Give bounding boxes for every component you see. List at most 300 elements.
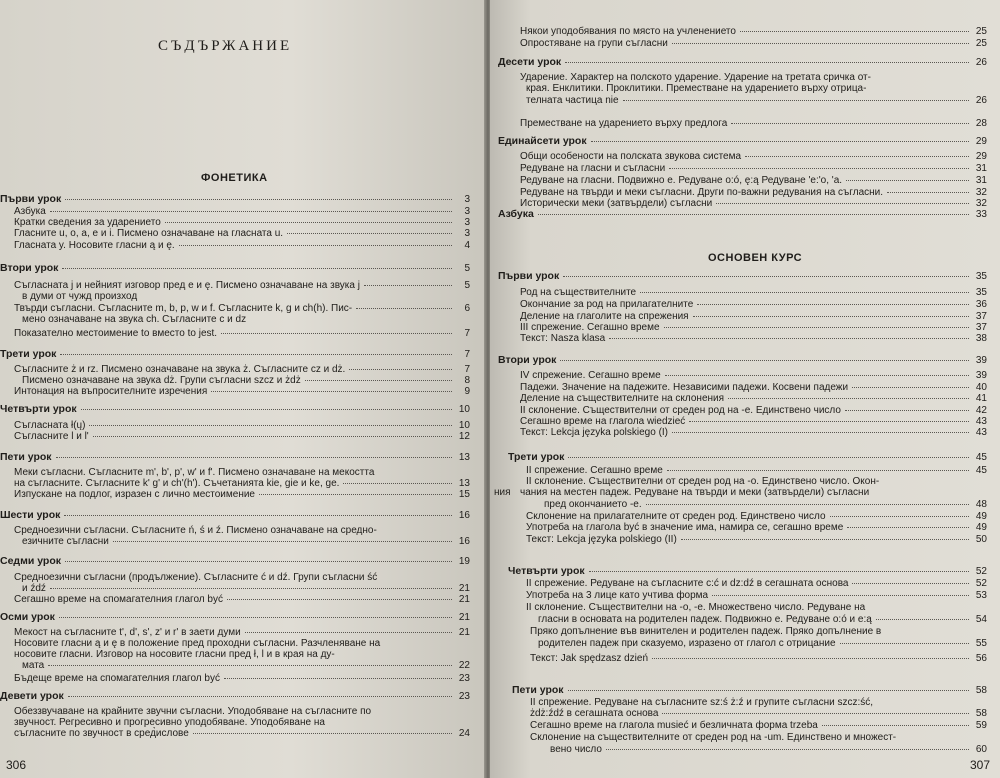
toc-entry xyxy=(22,660,470,671)
toc-entry xyxy=(520,416,987,427)
toc-entry xyxy=(520,333,987,344)
dot-leader xyxy=(65,561,452,562)
toc-entry-text: края. Енклитики. Проклитики. Преместване на ударението върху отрица- xyxy=(526,83,867,94)
toc-entry-text: Мекост на съгласните t', d', s', z' и r' в заети думи xyxy=(14,627,241,638)
toc-entry xyxy=(520,187,987,198)
toc-entry-text: Деление на съществителните на склонения xyxy=(520,393,725,404)
dot-leader xyxy=(221,333,452,334)
dot-leader xyxy=(179,245,452,246)
toc-entry-text: Общи особености на полската звукова система xyxy=(520,151,742,162)
toc-page-number: 39 xyxy=(975,355,987,366)
toc-entry xyxy=(520,311,987,322)
toc-page-number: 25 xyxy=(975,26,987,37)
toc-page-number: 25 xyxy=(975,38,987,49)
toc-entry-text: Изпускане на подлог, изразен с лично местоимение xyxy=(14,489,255,500)
toc-page-number: 55 xyxy=(975,638,987,649)
toc-entry-text: Единайсети урок xyxy=(498,135,587,147)
toc-entry xyxy=(520,118,987,129)
toc-entry-text: Съгласните ż и rz. Писмено означаване на звука ż. Съгласните cz и dż. xyxy=(14,364,346,375)
toc-entry xyxy=(14,467,470,478)
toc-entry-text: Бъдеще време на спомагателния глагол być xyxy=(14,673,220,684)
dot-leader xyxy=(568,690,969,691)
toc-page-number: 32 xyxy=(975,187,987,198)
toc-entry-text: II спрежение. Редуване на съгласните c:ć и dz:dź в сегашната основа xyxy=(526,578,849,589)
dot-leader xyxy=(356,308,452,309)
toc-page-number: 56 xyxy=(975,653,987,664)
toc-entry xyxy=(14,364,470,375)
toc-entry xyxy=(526,95,987,106)
toc-entry xyxy=(520,198,987,209)
dot-leader xyxy=(740,31,969,32)
toc-page-number: 6 xyxy=(464,303,470,314)
toc-page-number: 45 xyxy=(975,452,987,463)
toc-entry-text: Четвърти урок xyxy=(508,565,585,577)
dot-leader xyxy=(364,285,452,286)
dot-leader xyxy=(538,214,969,215)
toc-page-number: 22 xyxy=(458,660,470,671)
toc-page-number: 4 xyxy=(464,240,470,251)
toc-page-number: 3 xyxy=(464,217,470,228)
dot-leader xyxy=(93,436,452,437)
toc-entry-text: звучност. Регресивно и прогресивно уподобяване. Уподобяване на xyxy=(14,717,325,728)
dot-leader xyxy=(305,380,452,381)
toc-page-number: 52 xyxy=(975,578,987,589)
toc-entry xyxy=(530,708,987,719)
toc-page-number: 49 xyxy=(975,522,987,533)
toc-page-number: 41 xyxy=(975,393,987,404)
toc-entry-text: на съгласните. Съгласните k' g' и ch'(h'). Съчетанията kie, gie и ke, ge. xyxy=(14,478,340,489)
toc-page-number: 58 xyxy=(975,685,987,696)
toc-entry xyxy=(520,382,987,393)
dot-leader xyxy=(745,156,969,157)
toc-entry-text: Редуване на гласни. Подвижно е. Редуване o:ó, ę:ą Редуване 'e:'o, 'a. xyxy=(520,175,843,186)
toc-entry xyxy=(14,594,470,605)
dot-leader xyxy=(64,515,452,516)
toc-entry-text: Употреба на глагола być в значение има, намира се, сегашно време xyxy=(526,522,844,533)
toc-lesson-heading xyxy=(498,209,987,220)
toc-page-number: 49 xyxy=(975,511,987,522)
toc-page-number: 59 xyxy=(975,720,987,731)
toc-entry xyxy=(530,697,987,708)
toc-entry xyxy=(520,38,987,49)
toc-page-number: 38 xyxy=(975,333,987,344)
toc-page-number: 23 xyxy=(458,673,470,684)
toc-entry-text: езичните съгласни xyxy=(22,536,109,547)
dot-leader xyxy=(852,583,969,584)
toc-entry xyxy=(526,476,987,487)
toc-lesson-heading xyxy=(0,510,470,521)
toc-entry-text: Съгласната j и нейният изговор пред е и ę. Писмено означаване на звука j xyxy=(14,280,360,291)
toc-entry xyxy=(526,522,987,533)
toc-entry xyxy=(14,673,470,684)
toc-entry-text: Азбука xyxy=(498,208,534,220)
dot-leader xyxy=(89,425,452,426)
toc-entry-text: Род на съществителните xyxy=(520,287,637,298)
dot-leader xyxy=(681,539,969,540)
toc-entry xyxy=(526,602,987,613)
toc-page-number: 26 xyxy=(975,95,987,106)
dot-leader xyxy=(887,192,969,193)
toc-page-number: 13 xyxy=(458,452,470,463)
toc-entry-text: Втори урок xyxy=(498,354,557,366)
toc-entry-text: Азбука xyxy=(14,206,46,217)
toc-entry-text: II спрежение. Сегашно време xyxy=(526,465,663,476)
toc-lesson-heading xyxy=(0,194,470,205)
toc-entry xyxy=(538,614,987,625)
toc-lesson-heading xyxy=(0,612,470,623)
toc-entry-text: Средноезични съгласни. Съгласните ń, ś и ź. Писмено означаване на средно- xyxy=(14,525,377,536)
dot-leader xyxy=(840,643,969,644)
toc-page-number: 5 xyxy=(464,280,470,291)
dot-leader xyxy=(728,398,969,399)
toc-entry-text: Сегашно време на спомагателния глагол być xyxy=(14,594,223,605)
toc-entry xyxy=(530,732,987,743)
dot-leader xyxy=(211,391,452,392)
toc-entry-text: Преместване на ударението върху предлога xyxy=(520,118,728,129)
toc-lesson-heading xyxy=(0,349,470,360)
toc-entry xyxy=(520,163,987,174)
toc-entry-text: Втори урок xyxy=(0,262,59,274)
toc-entry-text: Падежи. Значение на падежите. Независими падежи. Косвени падежи xyxy=(520,382,849,393)
toc-page-number: 29 xyxy=(975,151,987,162)
dot-leader xyxy=(343,483,452,484)
toc-page-number: 37 xyxy=(975,311,987,322)
toc-entry xyxy=(14,303,470,314)
toc-entry xyxy=(520,322,987,333)
toc-entry-text: III спрежение. Сегашно време xyxy=(520,322,660,333)
page-title: СЪДЪРЖАНИЕ xyxy=(158,38,293,54)
toc-page-number: 21 xyxy=(458,594,470,605)
left-page xyxy=(0,0,486,778)
toc-entry-continuation: мено означаване на звука ch. Съгласните c и dz xyxy=(22,314,247,325)
toc-entry-text: Показателно местоимение to вместо to jest. xyxy=(14,328,218,339)
dot-leader xyxy=(563,276,969,277)
toc-entry-text: Интонация на въпросителните изречения xyxy=(14,386,208,397)
toc-entry-text: Някои уподобявания по място на учленението xyxy=(520,26,736,37)
toc-entry xyxy=(14,706,470,717)
toc-lesson-heading xyxy=(0,452,470,463)
toc-entry xyxy=(526,511,987,522)
dot-leader xyxy=(669,168,969,169)
toc-entry xyxy=(22,536,470,547)
toc-page-number: 19 xyxy=(458,556,470,567)
dot-leader xyxy=(847,527,969,528)
toc-entry xyxy=(14,328,470,339)
dot-leader xyxy=(606,749,969,750)
toc-entry-text: Седми урок xyxy=(0,555,62,567)
dot-leader xyxy=(609,338,969,339)
toc-entry xyxy=(526,465,987,476)
toc-entry-text: Текст: Lekcja języka polskiego (II) xyxy=(526,534,677,545)
dot-leader xyxy=(50,211,452,212)
toc-page-number: 52 xyxy=(975,566,987,577)
toc-entry-text: Трети урок xyxy=(0,348,57,360)
dot-leader xyxy=(60,354,452,355)
dot-leader xyxy=(667,470,969,471)
toc-page-number: 32 xyxy=(975,198,987,209)
toc-entry-text: Склонение на прилагателните от среден род. Единствено число xyxy=(526,511,826,522)
dot-leader xyxy=(845,410,969,411)
toc-entry xyxy=(544,499,987,510)
dot-leader xyxy=(672,432,969,433)
toc-entry-text: Твърди съгласни. Съгласните m, b, p, w и f. Съгласните k, g и ch(h). Пис- xyxy=(14,303,353,314)
toc-page-number: 40 xyxy=(975,382,987,393)
toc-page-number: 9 xyxy=(464,386,470,397)
toc-page-number: 10 xyxy=(458,420,470,431)
dot-leader xyxy=(245,632,452,633)
toc-page-number: 37 xyxy=(975,322,987,333)
toc-entry xyxy=(520,151,987,162)
dot-leader xyxy=(65,199,452,200)
toc-page-number: 26 xyxy=(975,57,987,68)
toc-entry xyxy=(14,386,470,397)
dot-leader xyxy=(59,617,452,618)
dot-leader xyxy=(568,457,969,458)
toc-page-number: 3 xyxy=(464,228,470,239)
toc-page-number: 7 xyxy=(464,349,470,360)
toc-entry-text: чания на местен падеж. Редуване на твърди и меки (затвърдели) съгласни xyxy=(520,487,870,498)
dot-leader xyxy=(689,421,969,422)
toc-entry-text: Обеззвучаване на крайните звучни съгласни. Уподобяване на съгласните по xyxy=(14,706,372,717)
toc-entry-text: Първи урок xyxy=(498,270,560,282)
toc-page-number: 7 xyxy=(464,364,470,375)
toc-entry xyxy=(526,590,987,601)
toc-lesson-heading xyxy=(498,136,987,147)
toc-entry xyxy=(14,572,470,583)
toc-entry-text: Меки съгласни. Съгласните m', b', p', w' и f'. Писмено означаване на мекостта xyxy=(14,467,375,478)
dot-leader xyxy=(852,387,969,388)
toc-entry-text: Сегашно време на глагола wiedzieć xyxy=(520,416,686,427)
dot-leader xyxy=(68,696,452,697)
toc-entry-text: пред окончанието -е. xyxy=(544,499,642,510)
toc-page-number: 33 xyxy=(975,209,987,220)
page-number-left: 306 xyxy=(6,758,27,772)
toc-entry xyxy=(14,280,470,291)
toc-page-number: 35 xyxy=(975,271,987,282)
dot-leader xyxy=(287,233,452,234)
dot-leader xyxy=(662,713,969,714)
toc-entry xyxy=(520,72,987,83)
toc-entry-text: Девети урок xyxy=(0,690,64,702)
dot-leader xyxy=(193,733,452,734)
toc-entry-text: Първи урок xyxy=(0,193,62,205)
toc-entry-continuation: ния xyxy=(494,487,511,498)
toc-page-number: 35 xyxy=(975,287,987,298)
toc-entry-text: и źdź xyxy=(22,583,46,594)
toc-entry-text: II склонение. Съществителни от среден род на -е. Единствено число xyxy=(520,405,841,416)
dot-leader xyxy=(227,599,452,600)
dot-leader xyxy=(646,504,969,505)
toc-entry xyxy=(14,638,470,649)
toc-entry-text: Опростяване на групи съгласни xyxy=(520,38,668,49)
toc-lesson-heading xyxy=(0,691,470,702)
toc-entry xyxy=(22,375,470,386)
toc-entry-text: Пети урок xyxy=(0,451,52,463)
dot-leader xyxy=(259,494,452,495)
toc-page-number: 5 xyxy=(464,263,470,274)
dot-leader xyxy=(56,457,452,458)
dot-leader xyxy=(589,571,969,572)
toc-page-number: 45 xyxy=(975,465,987,476)
toc-entry xyxy=(530,626,987,637)
toc-lesson-heading xyxy=(498,57,987,68)
dot-leader xyxy=(62,268,452,269)
toc-entry-text: Редуване на гласни и съгласни xyxy=(520,163,666,174)
toc-entry-continuation: в думи от чужд произход xyxy=(22,291,138,302)
toc-entry-text: Деление на глаголите на спрежения xyxy=(520,311,689,322)
dot-leader xyxy=(50,588,452,589)
toc-page-number: 10 xyxy=(458,404,470,415)
toc-entry-text: Трети урок xyxy=(508,451,565,463)
dot-leader xyxy=(560,360,969,361)
toc-entry xyxy=(520,487,987,498)
toc-entry-text: Носовите гласни ą и ę в положение пред проходни съгласни. Разчленяване на xyxy=(14,638,381,649)
toc-entry-text: II склонение. Съществителни на -о, -е. Множествено число. Редуване на xyxy=(526,602,866,613)
toc-entry xyxy=(14,627,470,638)
toc-page-number: 48 xyxy=(975,499,987,510)
toc-page-number: 21 xyxy=(458,612,470,623)
toc-entry xyxy=(530,653,987,664)
dot-leader xyxy=(712,595,969,596)
toc-entry-text: Съгласната ł(ų) xyxy=(14,420,86,431)
toc-page-number: 23 xyxy=(458,691,470,702)
toc-entry xyxy=(520,287,987,298)
toc-entry-text: мата xyxy=(22,660,45,671)
toc-entry-text: Гласните u, o, a, e и i. Писмено означаване на гласната u. xyxy=(14,228,284,239)
toc-entry-text: Писмено означаване на звука dż. Групи съгласни szcz и żdż xyxy=(22,375,301,386)
toc-entry-text: Исторически меки (затвърдели) съгласни xyxy=(520,198,713,209)
toc-entry xyxy=(520,370,987,381)
dot-leader xyxy=(565,62,969,63)
toc-entry-text: Гласната y. Носовите гласни ą и ę. xyxy=(14,240,175,251)
toc-lesson-heading xyxy=(508,452,987,463)
toc-entry-text: Окончание за род на прилагателните xyxy=(520,299,694,310)
toc-entry-text: гласни в основата на родителен падеж. Подвижно е. Редуване о:ó и е:ą xyxy=(538,614,872,625)
dot-leader xyxy=(640,292,969,293)
toc-entry xyxy=(14,489,470,500)
toc-page-number: 31 xyxy=(975,163,987,174)
dot-leader xyxy=(224,678,452,679)
toc-page-number: 16 xyxy=(458,510,470,521)
toc-entry-text: Редуване на твърди и меки съгласни. Други по-важни редувания на съгласни. xyxy=(520,187,884,198)
section-heading-phonetics: ФОНЕТИКА xyxy=(201,172,268,184)
toc-entry xyxy=(14,525,470,536)
dot-leader xyxy=(591,141,969,142)
toc-entry xyxy=(526,578,987,589)
toc-lesson-heading xyxy=(0,263,470,274)
dot-leader xyxy=(876,619,969,620)
dot-leader xyxy=(697,304,969,305)
toc-entry xyxy=(14,206,470,217)
toc-page-number: 15 xyxy=(458,489,470,500)
dot-leader xyxy=(731,123,969,124)
toc-page-number: 24 xyxy=(458,728,470,739)
toc-entry xyxy=(14,478,470,489)
dot-leader xyxy=(846,180,969,181)
toc-entry xyxy=(538,638,987,649)
toc-entry xyxy=(520,405,987,416)
toc-entry-text: Шести урок xyxy=(0,509,61,521)
dot-leader xyxy=(716,203,969,204)
toc-entry xyxy=(520,427,987,438)
toc-page-number: 29 xyxy=(975,136,987,147)
toc-page-number: 12 xyxy=(458,431,470,442)
toc-entry xyxy=(526,83,987,94)
dot-leader xyxy=(664,327,969,328)
dot-leader xyxy=(693,316,969,317)
toc-lesson-heading xyxy=(498,271,987,282)
toc-entry-text: Средноезични съгласни (продължение). Съгласните ć и dź. Групи съгласни ść xyxy=(14,572,378,583)
toc-entry-text: żdż:źdź в сегашната основа xyxy=(530,708,659,719)
toc-entry xyxy=(520,393,987,404)
toc-page-number: 53 xyxy=(975,590,987,601)
toc-entry-text: Ударение. Характер на полското ударение. Ударение на третата сричка от- xyxy=(520,72,871,83)
dot-leader xyxy=(623,100,969,101)
toc-entry xyxy=(520,175,987,186)
toc-entry-text: вено число xyxy=(550,744,602,755)
dot-leader xyxy=(672,43,969,44)
dot-leader xyxy=(830,516,969,517)
toc-entry xyxy=(14,717,470,728)
dot-leader xyxy=(665,375,969,376)
toc-page-number: 7 xyxy=(464,328,470,339)
toc-page-number: 50 xyxy=(975,534,987,545)
toc-entry-text: телната частица nie xyxy=(526,95,619,106)
toc-entry xyxy=(530,720,987,731)
right-page xyxy=(490,0,1000,778)
toc-lesson-heading xyxy=(498,355,987,366)
toc-lesson-heading xyxy=(0,404,470,415)
toc-page-number: 21 xyxy=(458,627,470,638)
toc-entry-text: Текст: Lekcja języka polskiego (I) xyxy=(520,427,669,438)
toc-entry-text: II спрежение. Редуване на съгласните sz:ś ż:ź и групите съгласни szcz:ść, xyxy=(530,697,874,708)
toc-page-number: 3 xyxy=(464,206,470,217)
toc-page-number: 3 xyxy=(464,194,470,205)
toc-page-number: 43 xyxy=(975,427,987,438)
toc-page-number: 42 xyxy=(975,405,987,416)
toc-page-number: 28 xyxy=(975,118,987,129)
dot-leader xyxy=(48,665,452,666)
toc-entry-text: Текст: Jak spędzasz dzień xyxy=(530,653,649,664)
toc-entry-text: Пряко допълнение във винителен и родителен падеж. Пряко допълнение в xyxy=(530,626,882,637)
dot-leader xyxy=(81,409,452,410)
toc-page-number: 13 xyxy=(458,478,470,489)
toc-entry-text: Склонение на съществителните от среден род на -um. Единствено и множест- xyxy=(530,732,897,743)
dot-leader xyxy=(349,369,452,370)
toc-entry-text: Пети урок xyxy=(512,684,564,696)
toc-lesson-heading xyxy=(512,685,987,696)
toc-entry xyxy=(14,728,470,739)
toc-entry xyxy=(14,420,470,431)
toc-page-number: 36 xyxy=(975,299,987,310)
toc-entry xyxy=(526,534,987,545)
toc-page-number: 39 xyxy=(975,370,987,381)
toc-entry-text: Осми урок xyxy=(0,611,55,623)
toc-entry-text: носовите гласни. Изговор на носовите гласни пред ł, l и в края на ду- xyxy=(14,649,335,660)
toc-entry-text: Сегашно време на глагола musieć и безличната форма trzeba xyxy=(530,720,818,731)
toc-entry xyxy=(550,744,987,755)
toc-entry xyxy=(14,217,470,228)
dot-leader xyxy=(822,725,969,726)
toc-page-number: 60 xyxy=(975,744,987,755)
toc-entry-text: Текст: Nasza klasa xyxy=(520,333,606,344)
toc-entry xyxy=(14,228,470,239)
dot-leader xyxy=(652,658,969,659)
toc-entry-text: съгласните по звучност в сред̀ислове xyxy=(14,728,189,739)
toc-page-number: 58 xyxy=(975,708,987,719)
toc-entry xyxy=(520,26,987,37)
toc-page-number: 43 xyxy=(975,416,987,427)
